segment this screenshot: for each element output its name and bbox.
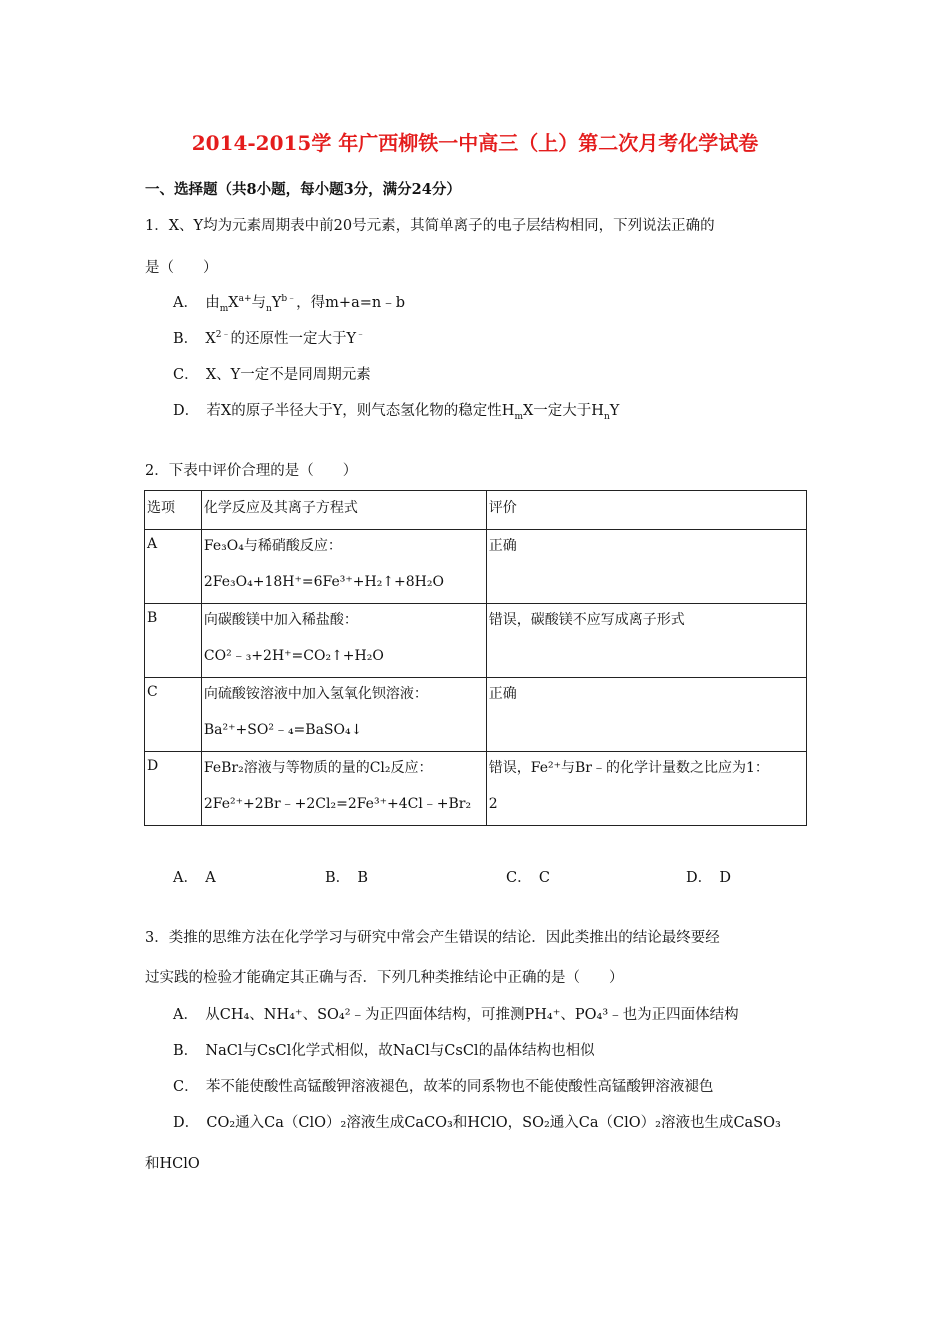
q1-option-b: B． $X^{2﹣}$的还原性一定大于Y﹣ xyxy=(173,330,366,347)
q3-option-a: A． 从CH₄、NH₄⁺、SO₄²﹣为正四面体结构，可推测PH₄⁺、PO₄³﹣也为正四面体结构 xyxy=(173,1007,739,1023)
row-evaluation: 正确 xyxy=(486,530,806,604)
row-evaluation: 错误，碳酸镁不应写成离子形式 xyxy=(486,604,806,678)
q1-option-a: A． 由$_mX^{a+}$与$_nY^{b﹣}$，得m+a=n﹣b xyxy=(173,294,405,314)
q2-choice-c: C． C xyxy=(506,870,550,886)
q2-choice-d: D． D xyxy=(686,870,732,886)
table-header-row xyxy=(145,491,807,530)
row-evaluation: 正确 xyxy=(486,678,806,752)
row-evaluation: 错误，Fe²⁺与Br﹣的化学计量数之比应为1： 2 xyxy=(486,752,806,826)
q3-option-d: D． CO₂通入Ca（ClO）₂溶液生成CaCO₃和HClO，SO₂通入Ca（ClO）₂溶液也生成CaSO₃ xyxy=(173,1115,781,1131)
row-reaction: Fe₃O₄与稀硝酸反应： 2Fe₃O₄+18H⁺=6Fe³⁺+H₂↑+8H₂O xyxy=(201,530,486,604)
row-reaction: 向碳酸镁中加入稀盐酸： CO²﹣₃+2H⁺=CO₂↑+H₂O xyxy=(201,604,486,678)
q3-option-b: B． NaCl与CsCl化学式相似，故NaCl与CsCl的晶体结构也相似 xyxy=(173,1043,595,1059)
table-header-option: 选项 xyxy=(145,491,202,530)
table-row xyxy=(145,752,807,826)
section-heading: 一、选择题（共8小题，每小题3分，满分24分） xyxy=(145,181,461,198)
row-option: C xyxy=(145,678,202,752)
page-title: 2014-2015学 年广西柳铁一中高三（上）第二次月考化学试卷 xyxy=(191,131,759,155)
q1-stem-line2: 是（ ） xyxy=(145,260,218,276)
table-row xyxy=(145,530,807,604)
table-header-evaluation: 评价 xyxy=(486,491,806,530)
q2-choice-b: B． B xyxy=(325,870,369,886)
row-reaction: 向硫酸铵溶液中加入氢氧化钡溶液： Ba²⁺+SO²﹣₄=BaSO₄↓ xyxy=(201,678,486,752)
q1-stem-line1: 1．X、Y均为元素周期表中前20号元素，其简单离子的电子层结构相同，下列说法正确的 xyxy=(145,218,715,234)
evaluation-table xyxy=(144,490,807,826)
q3-option-c: C． 苯不能使酸性高锰酸钾溶液褪色，故苯的同系物也不能使酸性高锰酸钾溶液褪色 xyxy=(173,1079,714,1095)
row-option: A xyxy=(145,530,202,604)
q2-choice-a: A． A xyxy=(173,870,216,886)
q2-stem: 2．下表中评价合理的是（ ） xyxy=(145,463,358,479)
table-header-reaction: 化学反应及其离子方程式 xyxy=(201,491,486,530)
q3-stem-line1: 3．类推的思维方法在化学学习与研究中常会产生错误的结论．因此类推出的结论最终要经 xyxy=(145,930,720,946)
q3-option-d-continued: 和HClO xyxy=(145,1156,200,1172)
row-reaction: FeBr₂溶液与等物质的量的Cl₂反应： 2Fe²⁺+2Br﹣+2Cl₂=2Fe³⁺+4Cl﹣+Br₂ xyxy=(201,752,486,826)
table-row xyxy=(145,678,807,752)
table-row xyxy=(145,604,807,678)
q1-option-d: D． 若X的原子半径大于Y，则气态氢化物的稳定性$H_mX$一定大于$H_nY$ xyxy=(173,403,620,422)
q1-option-c: C． X、Y一定不是同周期元素 xyxy=(173,367,371,383)
row-option: B xyxy=(145,604,202,678)
row-option: D xyxy=(145,752,202,826)
q3-stem-line2: 过实践的检验才能确定其正确与否．下列几种类推结论中正确的是（ ） xyxy=(145,970,624,986)
